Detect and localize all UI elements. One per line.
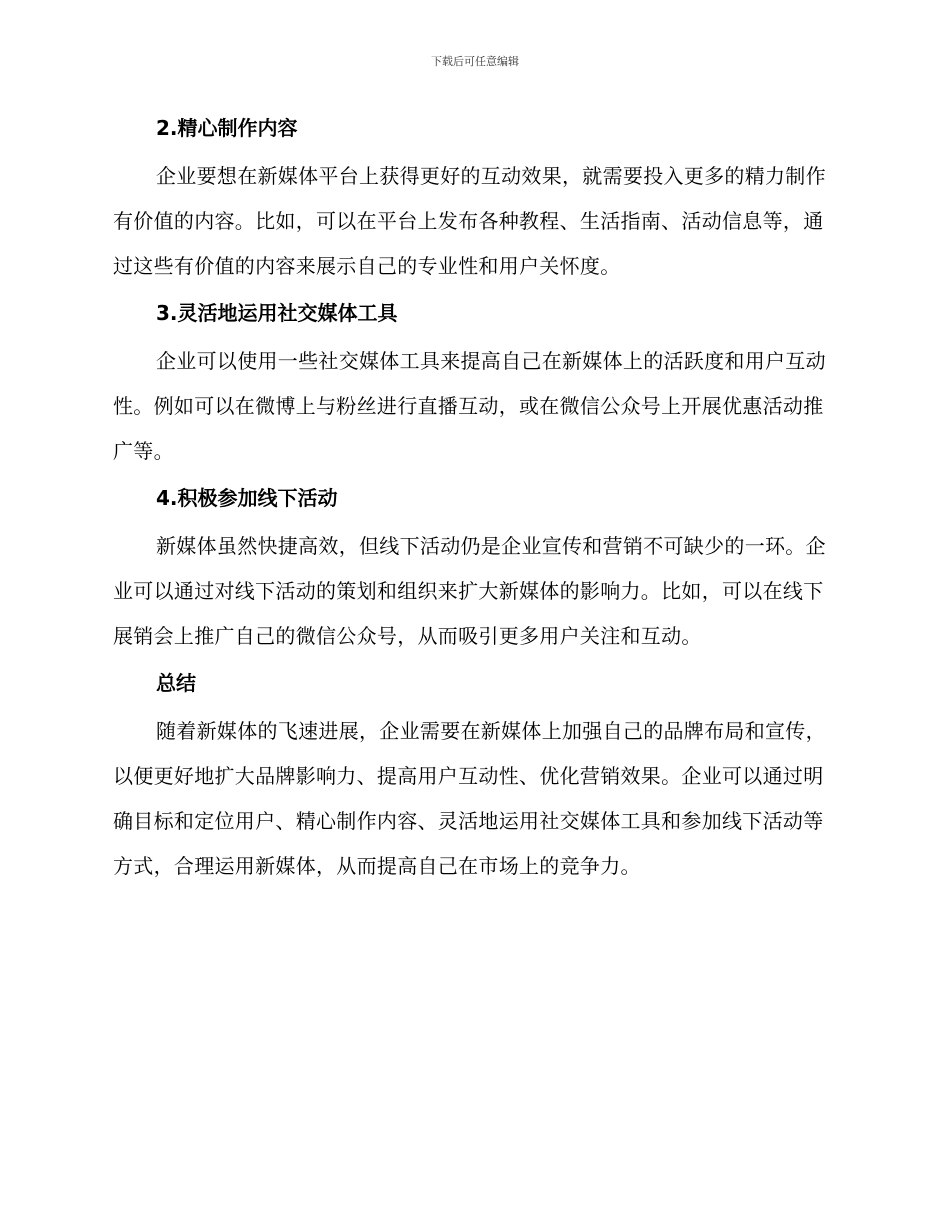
document-body xyxy=(113,112,837,889)
section-paragraph-social-tools: 企业可以使用一些社交媒体工具来提高自己在新媒体上的活跃度和用户互动性。例如可以在微博上与粉丝进行直播互动，或在微信公众号上开展优惠活动推广等。 xyxy=(113,349,826,463)
section-heading-social-tools: 3.灵活地运用社交媒体工具 xyxy=(156,301,398,325)
section-heading-content-creation: 2.精心制作内容 xyxy=(156,116,298,140)
section-paragraph-content-creation: 企业要想在新媒体平台上获得更好的互动效果，就需要投入更多的精力制作有价值的内容。比如，可以在平台上发布各种教程、生活指南、活动信息等，通过这些有价值的内容来展示自己的专业性和用户关怀度。 xyxy=(113,164,826,278)
section-heading-summary: 总结 xyxy=(156,671,196,695)
page-header: 下载后可任意编辑 xyxy=(431,55,519,68)
section-paragraph-offline-events: 新媒体虽然快捷高效，但线下活动仍是企业宣传和营销不可缺少的一环。企业可以通过对线下活动的策划和组织来扩大新媒体的影响力。比如，可以在线下展销会上推广自己的微信公众号，从而吸引更多用户关注和互动。 xyxy=(113,534,826,648)
section-paragraph-summary: 随着新媒体的飞速进展，企业需要在新媒体上加强自己的品牌布局和宣传，以便更好地扩大品牌影响力、提高用户互动性、优化营销效果。企业可以通过明确目标和定位用户、精心制作内容、灵活地运用社交媒体工具和参加线下活动等方式，合理运用新媒体，从而提高自己在市场上的竞争力。 xyxy=(113,719,826,878)
section-heading-offline-events: 4.积极参加线下活动 xyxy=(156,486,338,510)
